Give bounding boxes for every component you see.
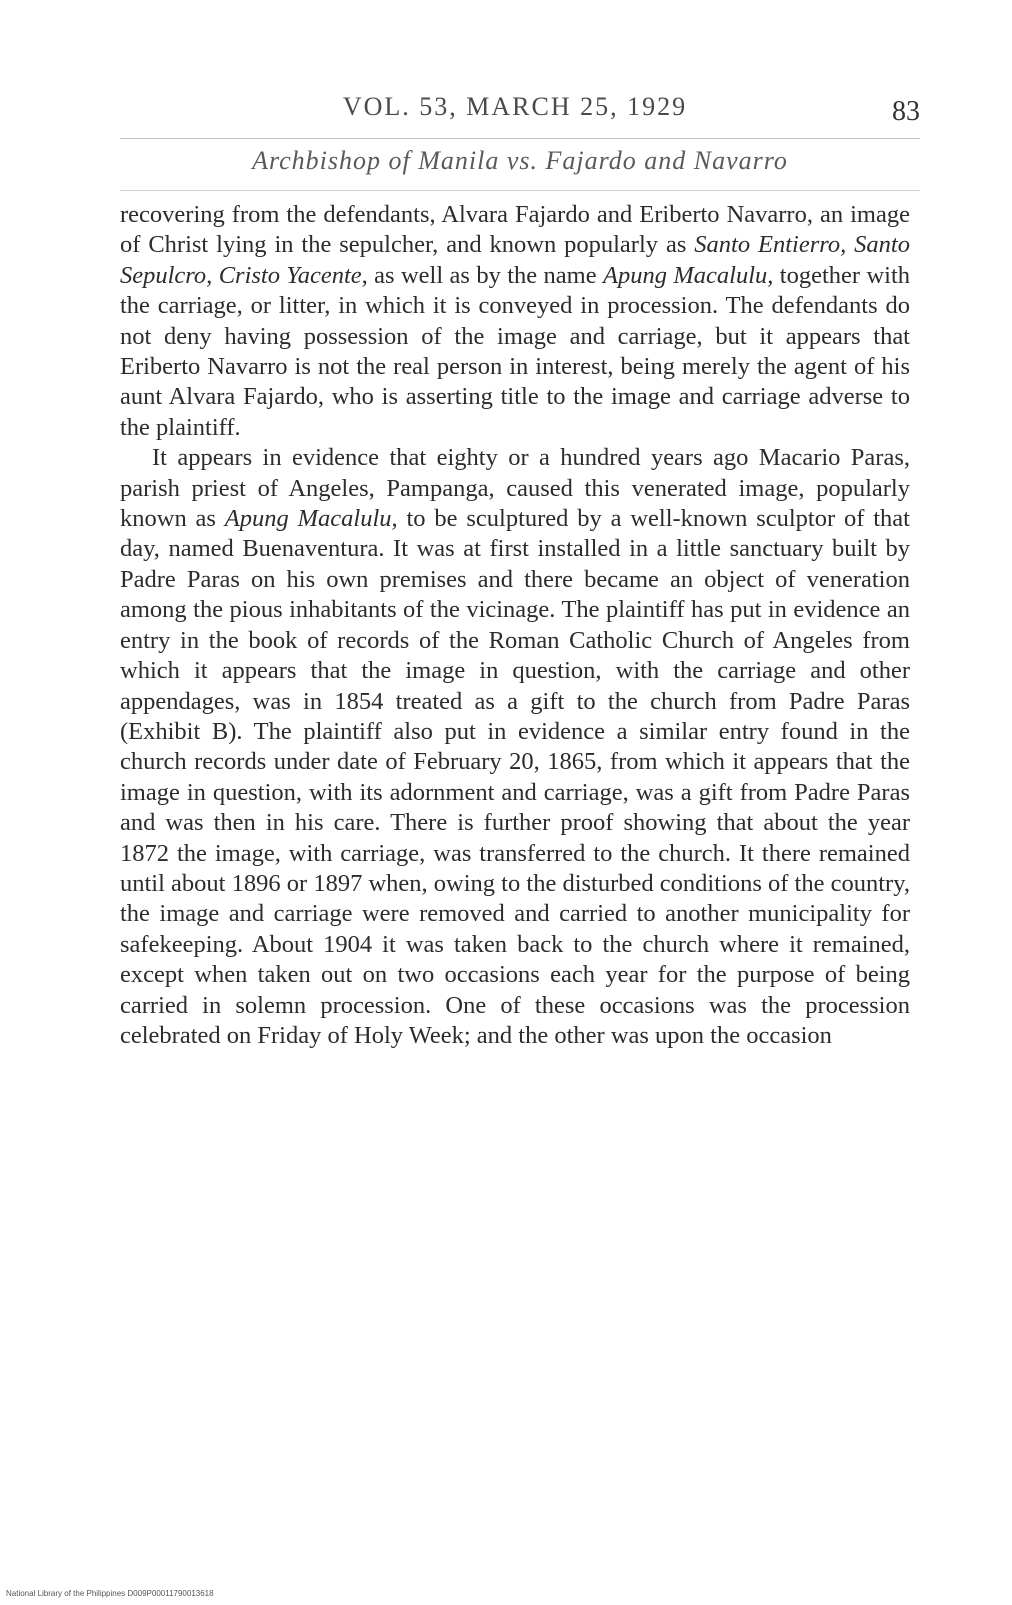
- paragraph-1-text-b: as well as by the name: [367, 261, 603, 289]
- running-head: [120, 92, 920, 132]
- paragraph-1-text-a: recovering from the defendants, Alvara Fajardo and Eriberto Navarro, an image of Christ lying in the sepulcher, and known popularly as: [120, 201, 910, 259]
- running-title: VOL. 53, MARCH 25, 1929: [342, 92, 688, 121]
- paragraph-1-italic-names: Santo Entierro, Santo Sepulcro, Cristo Yacente,: [120, 231, 910, 289]
- paragraph-2-italic-apung: Apung Macalulu,: [224, 505, 398, 533]
- paragraph-1-italic-apung: Apung Macalulu,: [603, 261, 774, 289]
- case-title: Archbishop of Manila vs. Fajardo and Navarro: [252, 146, 788, 175]
- body-text: [120, 200, 910, 1051]
- paragraph-1-text-c: together with the carriage, or litter, in which it is conveyed in procession. The defendants do not deny having possession of the image and carriage, but it appears that Eriberto Navarro is not the real person in interest, being merely the agent of his aunt Alvara Fajardo, who is asserting title to the image and carriage adverse to the plaintiff.: [120, 261, 910, 441]
- paragraph-1: [120, 200, 910, 443]
- title-rule: [120, 190, 920, 191]
- paragraph-2-text-b: to be sculptured by a well-known sculptor of that day, named Buenaventura. It was at first installed in a little sanctuary built by Padre Paras on his own premises and there became an object of veneration among the pious inhabitants of the vicinage. The plaintiff has put in evidence an entry in the book of records of the Roman Catholic Church of Angeles from which it appears that the image in question, with the carriage and other appendages, was in 1854 treated as a gift to the church from Padre Paras (Exhibit B). The plaintiff also put in evidence a similar entry found in the church records under date of February 20, 1865, from which it appears that the image in question, with its adornment and carriage, was a gift from Padre Paras and was then in his care. There is further proof showing that about the year 1872 the image, with carriage, was transferred to the church. It there remained until about 1896 or 1897 when, owing to the disturbed conditions of the country, the image and carriage were removed and carried to another municipality for safekeeping. About 1904 it was taken back to the church where it remained, except when taken out on two occasions each year for the purpose of being carried in solemn procession. One of these occasions was the procession celebrated on Friday of Holy Week; and the other was upon the occasion: [120, 505, 910, 1049]
- paragraph-2-text-a: It appears in evidence that eighty or a hundred years ago Macario Paras, parish priest of Angeles, Pampanga, caused this venerated image, popularly known as: [120, 444, 910, 533]
- page-number: 83: [892, 96, 920, 127]
- header-rule: [120, 138, 920, 139]
- paragraph-2: [120, 443, 910, 1051]
- footer-stamp: National Library of the Philippines D009P00011790013618: [6, 1589, 214, 1598]
